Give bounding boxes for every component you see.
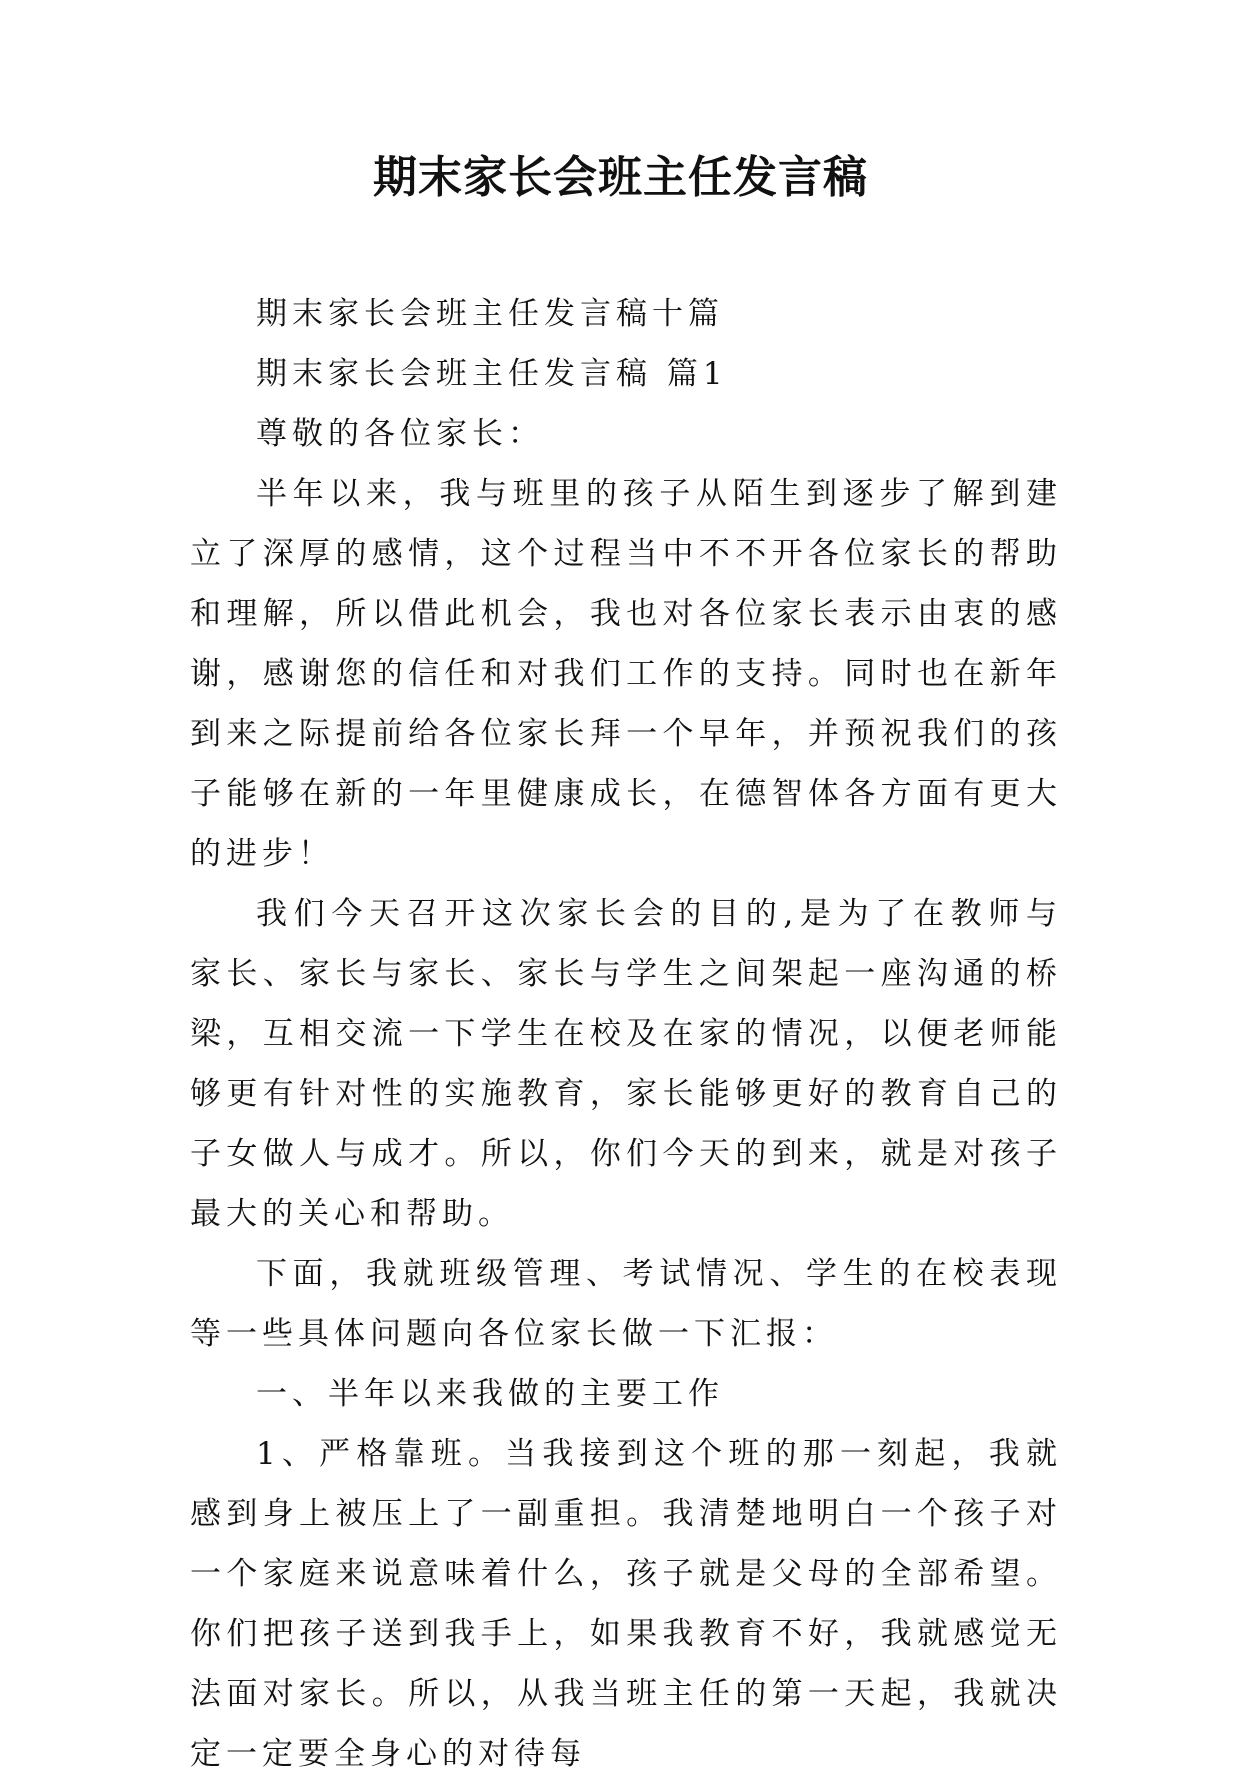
body-paragraph: 半年以来，我与班里的孩子从陌生到逐步了解到建立了深厚的感情，这个过程当中不不开各位家长的帮助和理解，所以借此机会，我也对各位家长表示由衷的感谢，感谢您的信任和对我们工作的支持。同时也在新年到来之际提前给各位家长拜一个早年，并预祝我们的孩子能够在新的一年里健康成长，在德智体各方面有更大的进步！	[190, 476, 1062, 872]
salutation-paragraph: 尊敬的各位家长：	[256, 416, 544, 452]
body-paragraph: 我们今天召开这次家长会的目的,是为了在教师与家长、家长与家长、家长与学生之间架起一座沟通的桥梁，互相交流一下学生在校及在家的情况，以便老师能够更有针对性的实施教育，家长能够更好的教育自己的子女做人与成才。所以，你们今天的到来，就是对孩子最大的关心和帮助。	[190, 896, 1062, 1232]
body-paragraph: 1、严格靠班。当我接到这个班的那一刻起，我就感到身上被压上了一副重担。我清楚地明白一个孩子对一个家庭来说意味着什么，孩子就是父母的全部希望。你们把孩子送到我手上，如果我教育不好，我就感觉无法面对家长。所以，从我当班主任的第一天起，我就决定一定要全身心的对待每	[190, 1436, 1062, 1772]
document-title: 期末家长会班主任发言稿	[373, 152, 868, 203]
numbered-heading-paragraph: 一、半年以来我做的主要工作	[256, 1376, 724, 1412]
subtitle-paragraph: 期末家长会班主任发言稿十篇	[256, 296, 724, 332]
body-paragraph: 下面，我就班级管理、考试情况、学生的在校表现等一些具体问题向各位家长做一下汇报：	[190, 1256, 1062, 1352]
section-heading-paragraph: 期末家长会班主任发言稿 篇1	[256, 356, 728, 392]
document-body	[190, 284, 1062, 1784]
